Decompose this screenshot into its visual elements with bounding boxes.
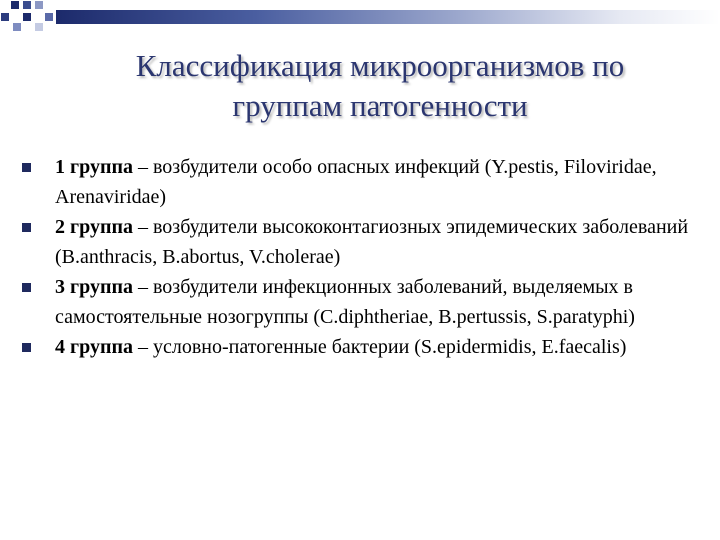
slide-title	[60, 46, 700, 126]
bullet-item-group-3	[22, 272, 702, 332]
square-bullet-icon	[22, 223, 31, 232]
bullet-item-group-4	[22, 332, 702, 362]
group-description: – возбудители особо опасных инфекций (Y.pestis, Filoviridae, Arenaviridae)	[55, 156, 657, 208]
decor-square	[34, 0, 44, 10]
title-line-1: Классификация микроорганизмов по	[135, 48, 625, 83]
group-label: 3 группа	[55, 276, 133, 298]
group-description: – условно-патогенные бактерии (S.epidermidis, E.faecalis)	[133, 336, 627, 358]
group-description: – возбудители высококонтагиозных эпидемических заболеваний (B.anthracis, B.abortus, V.cholerae)	[55, 216, 689, 268]
bullet-item-group-2	[22, 212, 702, 272]
decor-square	[22, 0, 32, 10]
bullet-list	[22, 152, 702, 362]
group-description: – возбудители инфекционных заболеваний, выделяемых в самостоятельные нозогруппы (C.diphtheriae, B.pertussis, S.paratyphi)	[55, 276, 635, 328]
square-bullet-icon	[22, 283, 31, 292]
header-band	[0, 0, 720, 32]
square-bullet-icon	[22, 163, 31, 172]
bullet-item-group-1	[22, 152, 702, 212]
title-line-2: группам патогенности	[232, 88, 528, 123]
decor-square	[22, 12, 32, 22]
group-label: 4 группа	[55, 336, 133, 358]
decor-square	[12, 22, 22, 32]
decor-square	[0, 12, 10, 22]
header-gradient-bar	[56, 10, 720, 24]
group-label: 1 группа	[55, 156, 133, 178]
decor-square	[44, 12, 54, 22]
square-bullet-icon	[22, 343, 31, 352]
group-label: 2 группа	[55, 216, 133, 238]
decor-square	[34, 22, 44, 32]
decor-square	[10, 0, 20, 10]
